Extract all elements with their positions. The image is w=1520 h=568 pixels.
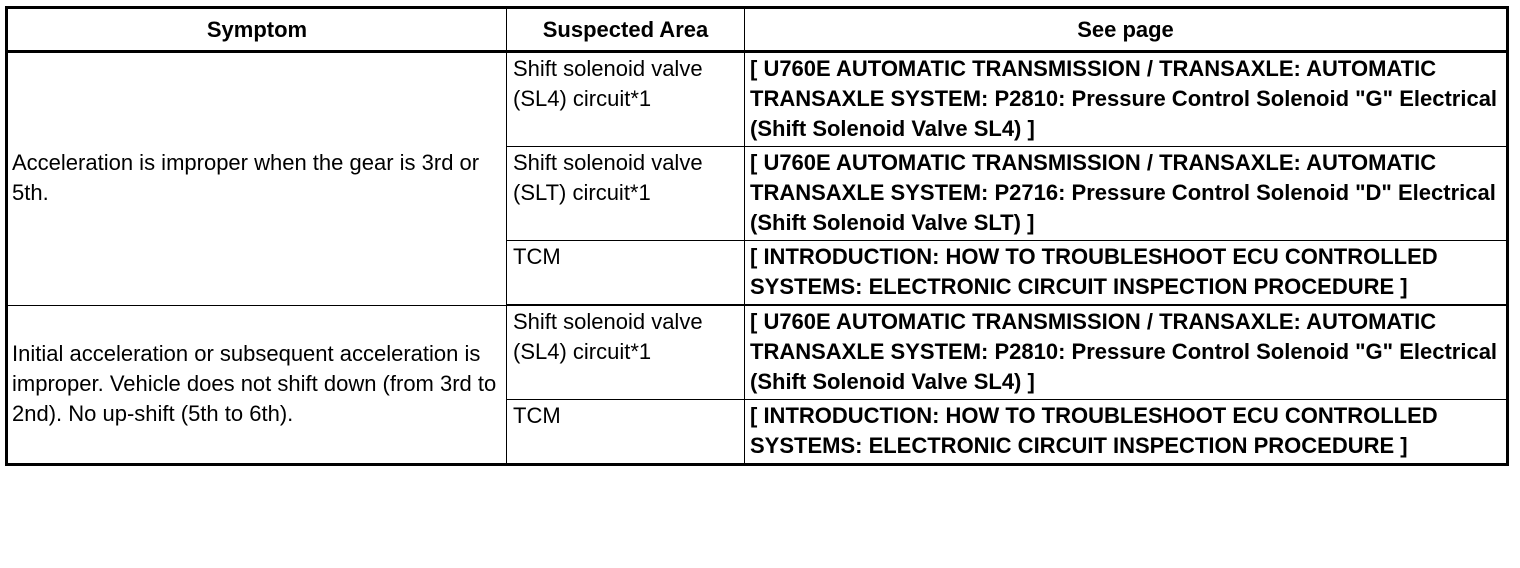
symptom-table [5, 6, 1509, 466]
table-header-row [7, 8, 1508, 52]
suspected-area-cell: TCM [507, 241, 745, 306]
header-suspected-area: Suspected Area [507, 8, 745, 52]
see-page-link[interactable]: [ INTRODUCTION: HOW TO TROUBLESHOOT ECU CONTROLLED SYSTEMS: ELECTRONIC CIRCUIT INSPECTION PROCEDURE ] [745, 400, 1508, 465]
see-page-link[interactable]: [ U760E AUTOMATIC TRANSMISSION / TRANSAXLE: AUTOMATIC TRANSAXLE SYSTEM: P2810: Pressure Control Solenoid "G" Electrical (Shift Solenoid Valve SL4) ] [745, 52, 1508, 147]
table-row [7, 305, 1508, 400]
see-page-link[interactable]: [ INTRODUCTION: HOW TO TROUBLESHOOT ECU CONTROLLED SYSTEMS: ELECTRONIC CIRCUIT INSPECTION PROCEDURE ] [745, 241, 1508, 306]
symptom-cell: Initial acceleration or subsequent acceleration is improper. Vehicle does not shift down (from 3rd to 2nd). No up-shift (5th to 6th). [7, 305, 507, 465]
symptom-cell: Acceleration is improper when the gear is 3rd or 5th. [7, 52, 507, 306]
see-page-link[interactable]: [ U760E AUTOMATIC TRANSMISSION / TRANSAXLE: AUTOMATIC TRANSAXLE SYSTEM: P2810: Pressure Control Solenoid "G" Electrical (Shift Solenoid Valve SL4) ] [745, 305, 1508, 400]
document-page [5, 6, 1509, 466]
see-page-link[interactable]: [ U760E AUTOMATIC TRANSMISSION / TRANSAXLE: AUTOMATIC TRANSAXLE SYSTEM: P2716: Pressure Control Solenoid "D" Electrical (Shift Solenoid Valve SLT) ] [745, 147, 1508, 241]
suspected-area-cell: TCM [507, 400, 745, 465]
table-row [7, 52, 1508, 147]
header-see-page: See page [745, 8, 1508, 52]
header-symptom: Symptom [7, 8, 507, 52]
suspected-area-cell: Shift solenoid valve (SLT) circuit*1 [507, 147, 745, 241]
suspected-area-cell: Shift solenoid valve (SL4) circuit*1 [507, 52, 745, 147]
suspected-area-cell: Shift solenoid valve (SL4) circuit*1 [507, 305, 745, 400]
